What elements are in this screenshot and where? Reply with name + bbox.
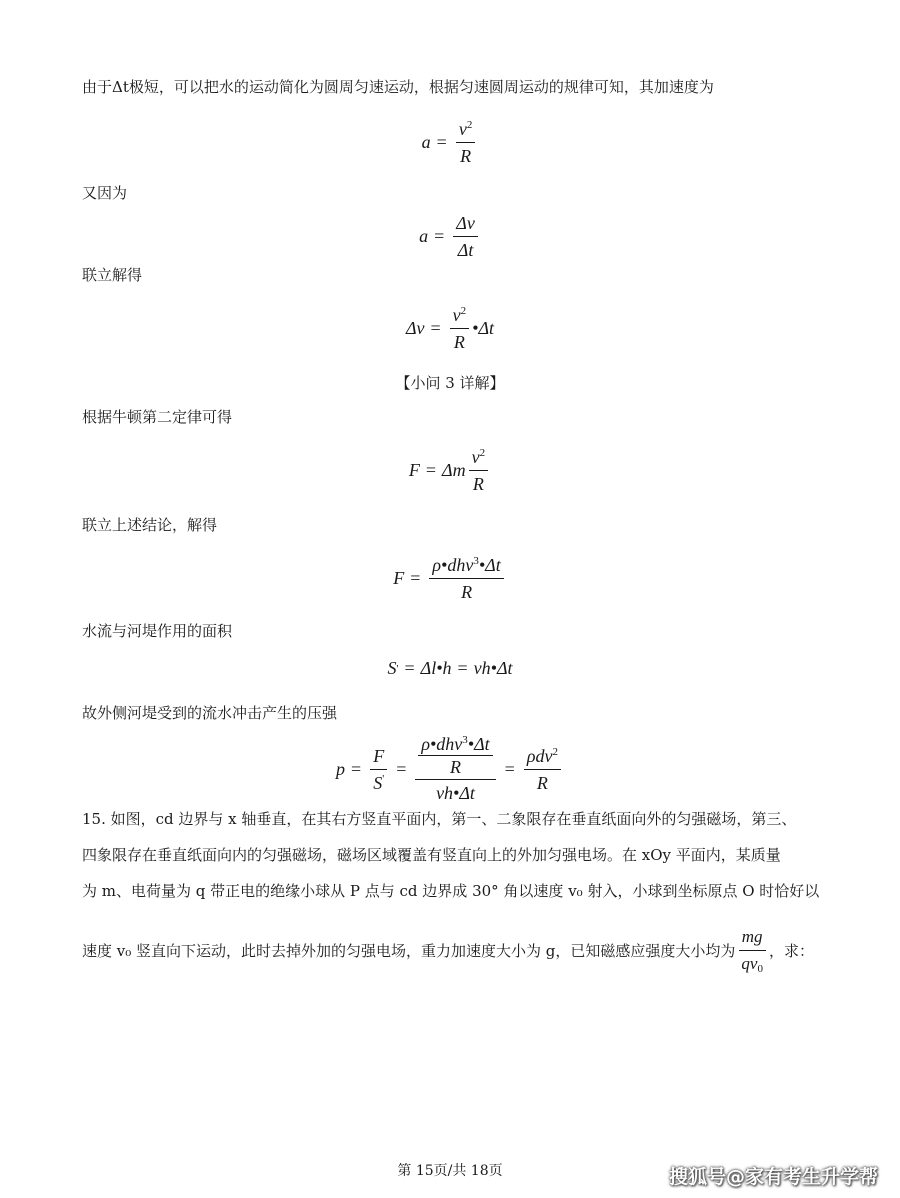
eq7-f1-num: F: [370, 745, 387, 770]
eq5-num-tail: •Δt: [478, 555, 501, 575]
eq2-fraction: [453, 212, 478, 261]
q15-line-3: 为 m、电荷量为 q 带正电的绝缘小球从 P 点与 cd 边界成 30° 角以速度 v₀ 射入，小球到坐标原点 O 时恰好以: [82, 882, 820, 900]
q15-magnetic-field-fraction: [738, 926, 766, 975]
eq4-den: R: [472, 474, 484, 494]
paragraph-combine-solve: 联立解得: [82, 266, 143, 284]
equation-acceleration-definition: a = $\frac{\Delta v}{\Delta t}$: [0, 212, 900, 261]
q15-line-1: 15. 如图，cd 边界与 x 轴垂直，在其右方竖直平面内，第一、二象限存在垂直纸面向外的匀强磁场，第三、: [82, 810, 797, 828]
equation-centripetal-acceleration: a = $\frac{v^2}{R}$: [0, 118, 900, 167]
q15-line-2: 四象限存在垂直纸面向内的匀强磁场，磁场区域覆盖有竖直向上的外加匀强电场。在 xOy 平面内，某质量: [82, 846, 781, 864]
eq7-outer-den: vh•Δt: [436, 783, 475, 803]
q15-line-4: [82, 926, 827, 975]
paragraph-contact-area: 水流与河堤作用的面积: [82, 622, 233, 640]
eq4-lhs: F: [408, 460, 420, 480]
eq7-compound-fraction: [415, 734, 495, 804]
eq1-num-sup: 2: [466, 119, 473, 131]
eq1-lhs: a: [421, 132, 431, 152]
eq2-num: Δv: [453, 212, 478, 237]
eq4-mid: Δm: [442, 460, 466, 480]
q15-frac-num: mg: [739, 926, 766, 951]
equation-force: F = Δm $\frac{v^2}{R}$: [0, 446, 900, 495]
q15-line-4-end: ，求：: [768, 941, 814, 960]
eq7-lhs: p: [336, 758, 346, 779]
question-15: [82, 808, 827, 975]
paragraph-newton-second-law: 根据牛顿第二定律可得: [82, 408, 233, 426]
eq4-fraction: [469, 446, 489, 495]
q15-line-4-text: 速度 v₀ 竖直向下运动，此时去掉外加的匀强电场，重力加速度大小为 g，已知磁感应强度大小均为: [82, 941, 736, 960]
eq2-lhs: a: [419, 226, 429, 246]
eq7-res-sup: 2: [552, 745, 558, 758]
eq5-num: ρ•dhv: [432, 555, 474, 575]
eq6-rhs: vh•Δt: [473, 658, 513, 678]
q15-frac-den: qv: [741, 954, 758, 973]
eq7-inner-num: ρ•dhv: [421, 734, 463, 754]
section-heading-question-3: 【小问 3 详解】: [395, 374, 505, 392]
equation-delta-v: Δv = $\frac{v^2}{R}$ •Δt: [405, 305, 495, 352]
eq3-den: R: [453, 332, 465, 352]
eq4-num-sup: 2: [479, 447, 486, 459]
paragraph-pressure-intro: 故外侧河堤受到的流水冲击产生的压强: [82, 704, 338, 722]
eq7-f1-den: S: [373, 772, 383, 793]
eq3-num-sup: 2: [460, 305, 467, 317]
eq7-res-den: R: [536, 772, 548, 793]
eq6-lhs: S: [387, 658, 397, 678]
eq5-lhs: F: [393, 568, 405, 588]
eq7-f1-den-sup: ': [382, 772, 385, 785]
eq5-den: R: [461, 582, 473, 602]
eq3-fraction: [450, 304, 470, 353]
eq7-res-num: ρdv: [526, 745, 553, 766]
eq7-inner-sup: 3: [462, 734, 468, 746]
q15-frac-den-sub: 0: [757, 963, 763, 975]
sohu-watermark: 搜狐号@家有考生升学帮: [668, 1166, 878, 1188]
eq1-fraction: [456, 118, 476, 167]
eq3-tail: •Δt: [472, 318, 495, 338]
eq7-inner-den: R: [450, 757, 461, 777]
eq4-num: v: [471, 447, 480, 467]
eq5-fraction: [429, 554, 503, 603]
eq3-num: v: [452, 305, 461, 325]
eq2-den: Δt: [457, 240, 474, 260]
equation-force-result: F = $\frac{\rho•dhv^3•\Delta t}{R}$: [0, 554, 900, 603]
eq6-mid: Δl•h: [420, 658, 452, 678]
paragraph-combine-conclusion: 联立上述结论，解得: [82, 516, 218, 534]
eq1-den: R: [460, 146, 472, 166]
paragraph-also-because: 又因为: [82, 184, 128, 202]
eq7-inner-tail: •Δt: [467, 734, 490, 754]
eq3-lhs: Δv: [405, 318, 425, 338]
eq5-num-sup: 3: [473, 555, 479, 567]
eq7-fraction-f-over-s: [370, 745, 387, 794]
equation-pressure: p = $\frac{F}{S'}$ = ρ•dhv$^3$•Δt R vh•Δt = $\frac{\rho dv^2}{R}$: [0, 734, 900, 804]
eq1-num: v: [458, 119, 467, 139]
eq7-result-fraction: [524, 745, 561, 794]
page-number-footer: 第 15页/共 18页: [397, 1163, 503, 1179]
equation-area: S ' = Δl•h = vh•Δt: [387, 658, 513, 678]
paragraph-acceleration-intro: 由于Δt极短，可以把水的运动简化为圆周匀速运动，根据匀速圆周运动的规律可知，其加速度为: [82, 78, 714, 96]
